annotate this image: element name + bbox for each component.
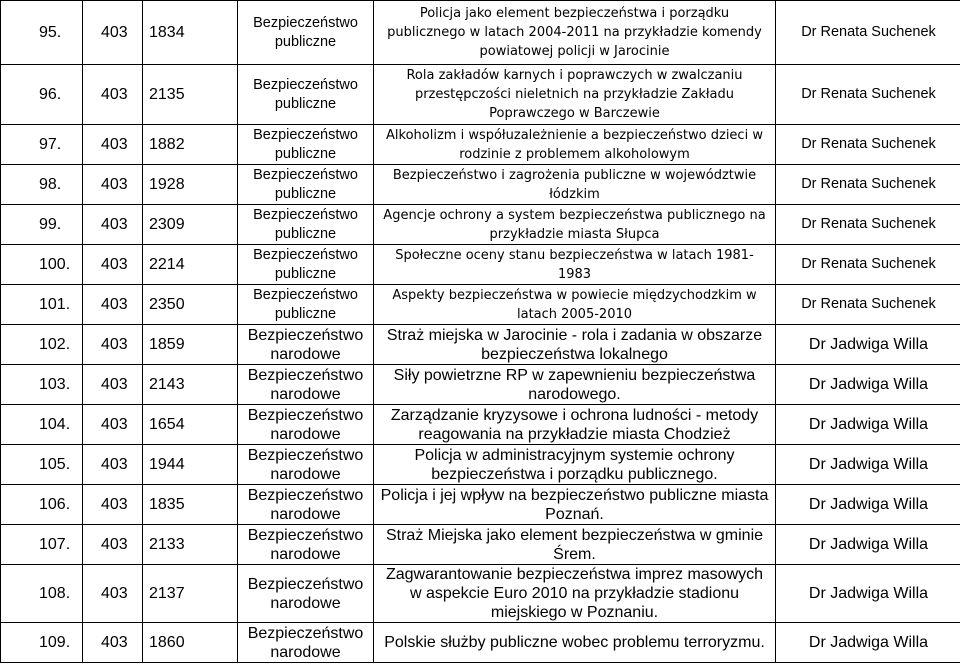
- cell-area: Bezpieczeństwo narodowe: [238, 525, 374, 565]
- cell-area: Bezpieczeństwo publiczne: [238, 1, 374, 65]
- cell-title: Straż miejska w Jarocinie - rola i zadania w obszarze bezpieczeństwa lokalnego: [374, 325, 776, 365]
- cell-id: 2214: [143, 245, 238, 285]
- cell-area: Bezpieczeństwo narodowe: [238, 565, 374, 623]
- cell-supervisor: Dr Renata Suchenek: [776, 245, 960, 285]
- cell-code: 403: [83, 485, 143, 525]
- cell-area: Bezpieczeństwo narodowe: [238, 365, 374, 405]
- table-row: [1, 525, 960, 565]
- cell-title: Policja w administracyjnym systemie ochrony bezpieczeństwa i porządku publicznego.: [374, 445, 776, 485]
- table-row: [1, 405, 960, 445]
- cell-id: 1928: [143, 165, 238, 205]
- cell-id: 1944: [143, 445, 238, 485]
- cell-area: Bezpieczeństwo publiczne: [238, 245, 374, 285]
- table-row: [1, 65, 960, 125]
- cell-supervisor: Dr Jadwiga Willa: [776, 405, 960, 445]
- cell-id: 2135: [143, 65, 238, 125]
- cell-supervisor: Dr Renata Suchenek: [776, 1, 960, 65]
- table-row: [1, 365, 960, 405]
- cell-title: Polskie służby publiczne wobec problemu terroryzmu.: [374, 623, 776, 663]
- table-row: [1, 1, 960, 65]
- cell-code: 403: [83, 525, 143, 565]
- cell-number: 98.: [1, 165, 83, 205]
- cell-code: 403: [83, 165, 143, 205]
- cell-code: 403: [83, 623, 143, 663]
- cell-supervisor: Dr Renata Suchenek: [776, 165, 960, 205]
- cell-id: 1860: [143, 623, 238, 663]
- cell-number: 97.: [1, 125, 83, 165]
- cell-area: Bezpieczeństwo publiczne: [238, 285, 374, 325]
- cell-area: Bezpieczeństwo narodowe: [238, 325, 374, 365]
- cell-id: 2137: [143, 565, 238, 623]
- cell-area: Bezpieczeństwo narodowe: [238, 405, 374, 445]
- cell-code: 403: [83, 365, 143, 405]
- table-row: [1, 445, 960, 485]
- cell-title: Rola zakładów karnych i poprawczych w zwalczaniu przestępczości nieletnich na przykładzie Zakładu Poprawczego w Barczewie: [374, 65, 776, 125]
- cell-id: 1882: [143, 125, 238, 165]
- cell-supervisor: Dr Jadwiga Willa: [776, 365, 960, 405]
- cell-supervisor: Dr Jadwiga Willa: [776, 525, 960, 565]
- cell-area: Bezpieczeństwo publiczne: [238, 205, 374, 245]
- cell-code: 403: [83, 1, 143, 65]
- cell-area: Bezpieczeństwo publiczne: [238, 125, 374, 165]
- cell-code: 403: [83, 245, 143, 285]
- cell-supervisor: Dr Jadwiga Willa: [776, 485, 960, 525]
- cell-number: 100.: [1, 245, 83, 285]
- cell-id: 2143: [143, 365, 238, 405]
- cell-id: 1859: [143, 325, 238, 365]
- cell-title: Społeczne oceny stanu bezpieczeństwa w latach 1981-1983: [374, 245, 776, 285]
- cell-title: Alkoholizm i współuzależnienie a bezpieczeństwo dzieci w rodzinie z problemem alkoholowym: [374, 125, 776, 165]
- table-row: [1, 165, 960, 205]
- cell-area: Bezpieczeństwo publiczne: [238, 65, 374, 125]
- cell-id: 2350: [143, 285, 238, 325]
- cell-code: 403: [83, 285, 143, 325]
- table-row: [1, 245, 960, 285]
- cell-title: Zagwarantowanie bezpieczeństwa imprez masowych w aspekcie Euro 2010 na przykładzie stadionu miejskiego w Poznaniu.: [374, 565, 776, 623]
- cell-code: 403: [83, 65, 143, 125]
- table-row: [1, 623, 960, 663]
- cell-area: Bezpieczeństwo narodowe: [238, 485, 374, 525]
- cell-supervisor: Dr Jadwiga Willa: [776, 565, 960, 623]
- cell-supervisor: Dr Jadwiga Willa: [776, 445, 960, 485]
- table-row: [1, 325, 960, 365]
- cell-code: 403: [83, 565, 143, 623]
- cell-area: Bezpieczeństwo narodowe: [238, 623, 374, 663]
- cell-supervisor: Dr Renata Suchenek: [776, 65, 960, 125]
- cell-code: 403: [83, 125, 143, 165]
- cell-code: 403: [83, 405, 143, 445]
- cell-number: 107.: [1, 525, 83, 565]
- cell-title: Aspekty bezpieczeństwa w powiecie międzychodzkim w latach 2005-2010: [374, 285, 776, 325]
- cell-title: Agencje ochrony a system bezpieczeństwa publicznego na przykładzie miasta Słupca: [374, 205, 776, 245]
- cell-number: 103.: [1, 365, 83, 405]
- table-row: [1, 205, 960, 245]
- cell-title: Zarządzanie kryzysowe i ochrona ludności - metody reagowania na przykładzie miasta Chodzież: [374, 405, 776, 445]
- cell-title: Policja i jej wpływ na bezpieczeństwo publiczne miasta Poznań.: [374, 485, 776, 525]
- cell-supervisor: Dr Jadwiga Willa: [776, 325, 960, 365]
- cell-number: 105.: [1, 445, 83, 485]
- cell-id: 2133: [143, 525, 238, 565]
- table-row: [1, 565, 960, 623]
- cell-number: 101.: [1, 285, 83, 325]
- cell-id: 1835: [143, 485, 238, 525]
- cell-supervisor: Dr Jadwiga Willa: [776, 623, 960, 663]
- cell-number: 104.: [1, 405, 83, 445]
- cell-code: 403: [83, 445, 143, 485]
- cell-number: 95.: [1, 1, 83, 65]
- cell-area: Bezpieczeństwo narodowe: [238, 445, 374, 485]
- cell-title: Policja jako element bezpieczeństwa i porządku publicznego w latach 2004-2011 na przykładzie komendy powiatowej policji w Jarocinie: [374, 1, 776, 65]
- cell-title: Siły powietrzne RP w zapewnieniu bezpieczeństwa narodowego.: [374, 365, 776, 405]
- cell-supervisor: Dr Renata Suchenek: [776, 285, 960, 325]
- table-row: [1, 285, 960, 325]
- cell-number: 102.: [1, 325, 83, 365]
- cell-area: Bezpieczeństwo publiczne: [238, 165, 374, 205]
- table-row: [1, 485, 960, 525]
- cell-title: Straż Miejska jako element bezpieczeństwa w gminie Śrem.: [374, 525, 776, 565]
- cell-id: 1834: [143, 1, 238, 65]
- cell-id: 2309: [143, 205, 238, 245]
- cell-id: 1654: [143, 405, 238, 445]
- cell-number: 106.: [1, 485, 83, 525]
- cell-number: 109.: [1, 623, 83, 663]
- cell-number: 99.: [1, 205, 83, 245]
- cell-code: 403: [83, 325, 143, 365]
- thesis-table-body: [1, 1, 960, 663]
- cell-number: 96.: [1, 65, 83, 125]
- table-row: [1, 125, 960, 165]
- cell-code: 403: [83, 205, 143, 245]
- cell-supervisor: Dr Renata Suchenek: [776, 125, 960, 165]
- cell-supervisor: Dr Renata Suchenek: [776, 205, 960, 245]
- cell-number: 108.: [1, 565, 83, 623]
- cell-title: Bezpieczeństwo i zagrożenia publiczne w województwie łódzkim: [374, 165, 776, 205]
